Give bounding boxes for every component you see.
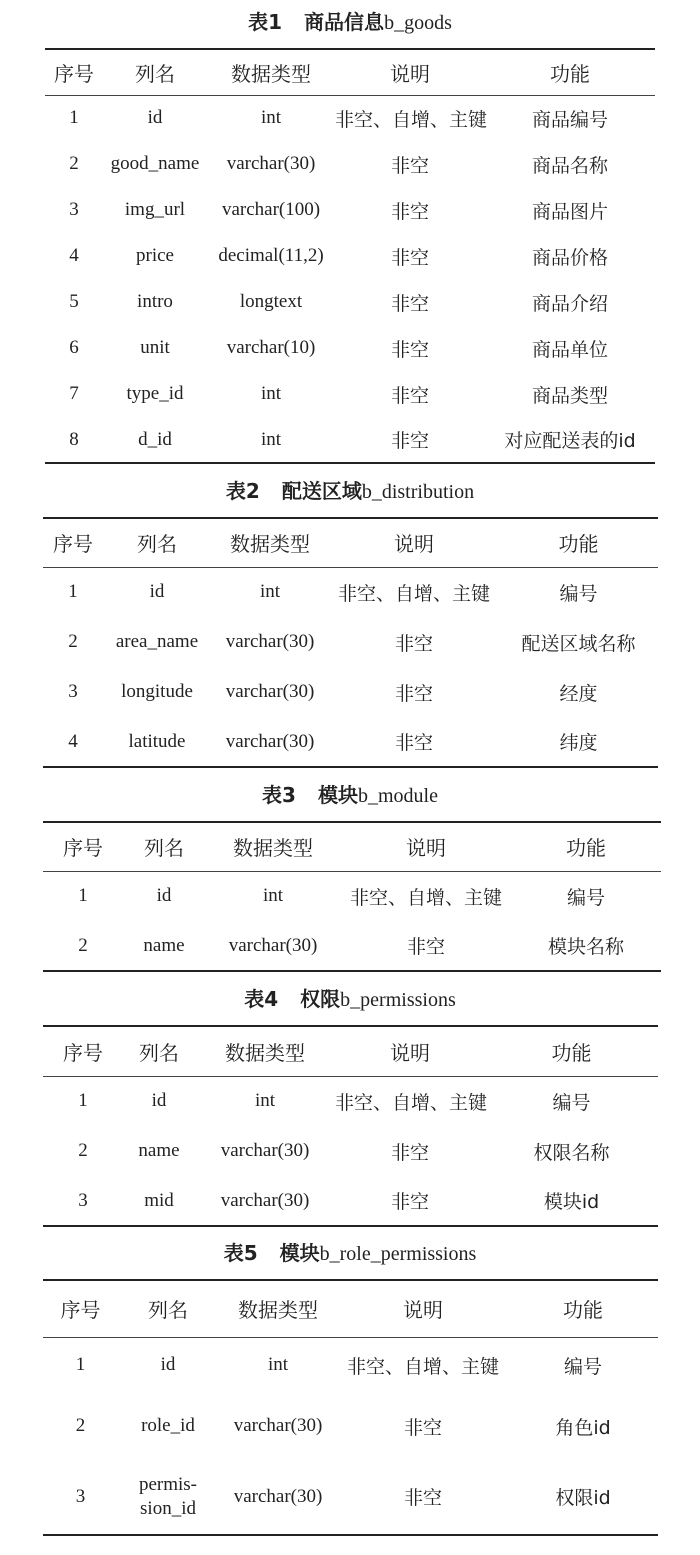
cell-function: 商品图片 — [531, 200, 608, 223]
cell-data-type: varchar(30) — [228, 934, 318, 956]
table-row — [43, 717, 658, 767]
cell-column-name: d_id — [138, 428, 172, 450]
cell-column-name: type_id — [126, 383, 184, 404]
cell-function: 编号 — [566, 886, 605, 909]
cell-data-type: varchar(30) — [220, 1140, 310, 1161]
cell-description: 非空 — [390, 430, 429, 452]
table-5-caption-name: b_role_permissions — [319, 1243, 477, 1265]
table-row — [43, 1076, 658, 1126]
cell-description: 非空 — [394, 632, 433, 655]
cell-function: 商品名称 — [531, 154, 608, 177]
table-1-caption-name: b_goods — [384, 12, 452, 34]
table-row — [43, 1176, 658, 1226]
table-1-caption-title: 商品信息 — [304, 10, 385, 34]
cell-index: 7 — [69, 383, 79, 404]
cell-column-name: price — [136, 245, 174, 266]
cell-description: 非空 — [403, 1416, 442, 1439]
cell-index: 3 — [69, 199, 79, 220]
cell-index: 6 — [69, 337, 79, 358]
table-row — [45, 141, 655, 187]
header-column-name: 列名 — [118, 1280, 218, 1337]
header-index: 序号 — [43, 518, 103, 567]
header-data-type: 数据类型 — [211, 518, 329, 567]
cell-description: 非空 — [403, 1487, 442, 1509]
cell-index: 3 — [68, 681, 78, 702]
header-description: 说明 — [335, 49, 485, 95]
cell-description: 非空、自增、主键 — [335, 108, 488, 131]
table-row — [45, 371, 655, 417]
cell-data-type: decimal(11,2) — [218, 245, 324, 266]
table-3-caption-name: b_module — [357, 785, 438, 807]
table-1-goods — [45, 48, 655, 464]
cell-description: 非空 — [390, 246, 429, 269]
cell-index: 1 — [68, 581, 78, 603]
table-row — [43, 567, 658, 617]
header-description: 说明 — [329, 518, 499, 567]
table-4-caption-name: b_permissions — [340, 989, 456, 1011]
cell-column-name: mid — [144, 1189, 174, 1211]
table-row — [45, 279, 655, 325]
table-row — [43, 1393, 658, 1459]
cell-description: 非空、自增、主键 — [335, 1091, 488, 1114]
cell-function: 角色id — [555, 1416, 611, 1439]
cell-function: 商品介绍 — [531, 292, 608, 315]
table-1-caption-number: 表1 — [248, 10, 283, 34]
header-function: 功能 — [485, 49, 655, 95]
cell-column-name: id — [156, 885, 172, 907]
table-row — [43, 1126, 658, 1176]
cell-column-name: img_url — [124, 199, 186, 220]
table-1-caption — [0, 0, 700, 44]
cell-column-name: role_id — [141, 1415, 195, 1436]
table-2-caption-title: 配送区域 — [281, 479, 362, 503]
table-2-caption-number: 表2 — [225, 479, 260, 503]
header-data-type: 数据类型 — [205, 822, 341, 871]
table-3-module — [43, 821, 661, 972]
cell-function: 纬度 — [559, 732, 598, 754]
table-4-permissions — [43, 1025, 658, 1227]
cell-index: 5 — [69, 291, 79, 312]
table-3-caption — [0, 773, 700, 817]
cell-description: 非空、自增、主键 — [337, 582, 490, 605]
cell-data-type: varchar(10) — [226, 337, 316, 358]
cell-description: 非空、自增、主键 — [346, 1355, 499, 1378]
cell-function: 商品单位 — [531, 338, 608, 361]
table-5-role-permissions — [43, 1279, 658, 1536]
cell-function: 商品价格 — [531, 246, 608, 269]
cell-data-type: int — [260, 428, 282, 450]
table-5-caption-number: 表5 — [223, 1241, 258, 1265]
table-row — [45, 417, 655, 463]
cell-index: 2 — [69, 153, 79, 174]
cell-data-type: varchar(30) — [233, 1485, 323, 1507]
header-data-type: 数据类型 — [218, 1280, 338, 1337]
header-function: 功能 — [499, 518, 658, 567]
cell-index: 2 — [78, 934, 88, 956]
table-2-caption-name: b_distribution — [361, 481, 475, 503]
cell-function: 编号 — [559, 582, 598, 605]
cell-function: 编号 — [563, 1355, 602, 1378]
table-row — [45, 187, 655, 233]
cell-index: 4 — [69, 245, 79, 266]
cell-data-type: int — [267, 1354, 289, 1376]
cell-column-name: longitude — [121, 681, 193, 702]
cell-column-name: permis-sion_id — [138, 1473, 198, 1519]
cell-index: 2 — [75, 1415, 86, 1436]
cell-index: 4 — [68, 730, 78, 752]
header-data-type: 数据类型 — [207, 49, 335, 95]
cell-description: 非空 — [390, 154, 429, 177]
header-column-name: 列名 — [123, 1026, 195, 1076]
cell-function: 编号 — [552, 1091, 591, 1114]
cell-column-name: id — [149, 581, 165, 603]
cell-description: 非空 — [390, 292, 429, 315]
cell-data-type: varchar(100) — [221, 199, 321, 220]
header-data-type: 数据类型 — [195, 1026, 335, 1076]
header-description: 说明 — [341, 822, 511, 871]
table-3-caption-number: 表3 — [262, 783, 296, 807]
cell-data-type: varchar(30) — [225, 681, 315, 702]
cell-column-name: id — [147, 107, 163, 129]
header-description: 说明 — [338, 1280, 508, 1337]
cell-column-name: id — [151, 1090, 167, 1112]
table-5-caption-title: 模块 — [279, 1241, 320, 1265]
cell-data-type: varchar(30) — [226, 153, 316, 174]
cell-function: 模块名称 — [547, 936, 624, 958]
header-column-name: 列名 — [103, 518, 211, 567]
cell-data-type: int — [260, 107, 282, 129]
header-function: 功能 — [485, 1026, 658, 1076]
cell-index: 1 — [78, 885, 88, 907]
table-2-distribution — [43, 517, 658, 768]
cell-index: 1 — [78, 1090, 88, 1112]
cell-index: 1 — [75, 1354, 86, 1376]
header-index: 序号 — [43, 1280, 118, 1337]
cell-column-name: latitude — [128, 730, 186, 752]
table-row — [45, 95, 655, 141]
table-row — [43, 871, 661, 921]
header-column-name: 列名 — [103, 49, 207, 95]
table-5-caption — [0, 1231, 700, 1275]
table-4-caption — [0, 977, 700, 1021]
cell-description: 非空 — [394, 682, 433, 705]
header-column-name: 列名 — [123, 822, 205, 871]
cell-column-name: intro — [137, 291, 173, 312]
cell-column-name: name — [143, 934, 185, 956]
table-header-row — [43, 1026, 658, 1076]
cell-data-type: int — [262, 885, 284, 907]
cell-column-name: area_name — [115, 631, 199, 652]
cell-index: 3 — [75, 1485, 86, 1507]
cell-column-name: id — [160, 1354, 176, 1376]
cell-description: 非空 — [390, 1141, 429, 1164]
table-row — [43, 1337, 658, 1393]
cell-description: 非空 — [394, 732, 433, 754]
cell-description: 非空 — [406, 936, 445, 958]
table-row — [45, 325, 655, 371]
table-row — [43, 667, 658, 717]
cell-index: 2 — [68, 631, 78, 652]
cell-index: 1 — [69, 107, 79, 129]
header-index: 序号 — [45, 49, 103, 95]
cell-function: 模块id — [543, 1191, 600, 1213]
table-4-caption-title: 权限 — [300, 987, 341, 1011]
cell-function: 权限名称 — [533, 1141, 610, 1164]
cell-function: 商品编号 — [531, 108, 608, 131]
table-header-row — [45, 49, 655, 95]
table-header-row — [43, 518, 658, 567]
header-description: 说明 — [335, 1026, 485, 1076]
cell-description: 非空 — [390, 384, 429, 407]
cell-function: 商品类型 — [531, 384, 608, 407]
cell-column-name: good_name — [110, 153, 200, 174]
table-4-caption-number: 表4 — [244, 987, 279, 1011]
cell-function: 经度 — [559, 682, 598, 705]
cell-description: 非空、自增、主键 — [349, 886, 502, 909]
table-row — [43, 1459, 658, 1535]
table-row — [45, 233, 655, 279]
cell-index: 2 — [78, 1140, 88, 1161]
cell-function: 权限id — [555, 1487, 611, 1509]
cell-column-name: unit — [140, 337, 170, 358]
cell-data-type: varchar(30) — [233, 1415, 323, 1436]
cell-data-type: longtext — [239, 291, 303, 312]
cell-description: 非空 — [390, 338, 429, 361]
cell-data-type: int — [259, 581, 281, 603]
cell-index: 8 — [69, 428, 79, 450]
table-3-caption-title: 模块 — [317, 783, 358, 807]
cell-data-type: varchar(30) — [225, 631, 315, 652]
cell-function: 对应配送表的id — [504, 430, 636, 452]
cell-data-type: varchar(30) — [225, 730, 315, 752]
cell-index: 3 — [78, 1189, 88, 1211]
table-row — [43, 617, 658, 667]
cell-function: 配送区域名称 — [521, 632, 636, 655]
table-row — [43, 921, 661, 971]
cell-data-type: int — [260, 383, 282, 404]
header-function: 功能 — [511, 822, 661, 871]
table-header-row — [43, 1280, 658, 1337]
cell-column-name: name — [138, 1140, 180, 1161]
table-2-caption — [0, 469, 700, 513]
header-index: 序号 — [43, 822, 123, 871]
cell-description: 非空 — [390, 1191, 429, 1213]
header-function: 功能 — [508, 1280, 658, 1337]
header-index: 序号 — [43, 1026, 123, 1076]
table-header-row — [43, 822, 661, 871]
cell-data-type: int — [254, 1090, 276, 1112]
cell-data-type: varchar(30) — [220, 1189, 310, 1211]
cell-description: 非空 — [390, 200, 429, 223]
